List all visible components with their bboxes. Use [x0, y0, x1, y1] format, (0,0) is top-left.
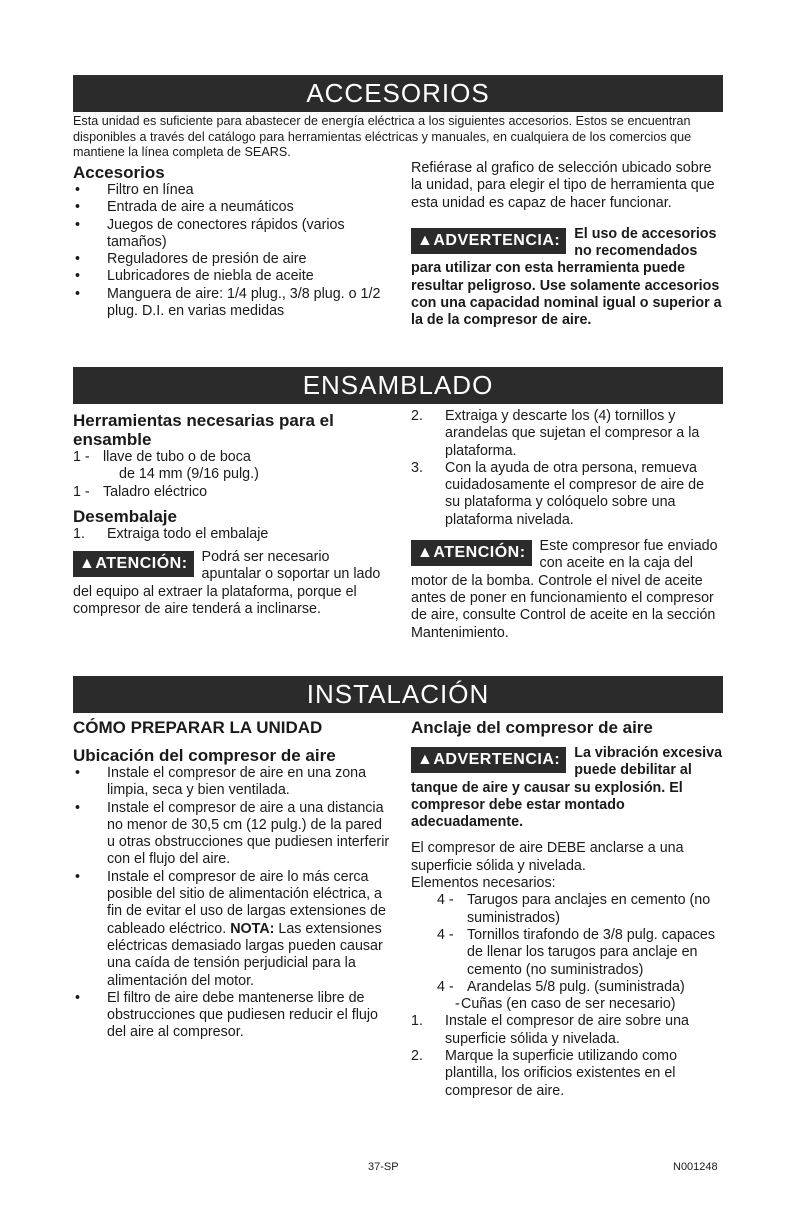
- page-number: 37-SP: [368, 1161, 399, 1173]
- nota-label: NOTA:: [230, 920, 275, 937]
- list-item: • Entrada de aire a neumáticos: [73, 199, 393, 216]
- ensamblado-left-column: [73, 411, 393, 618]
- unpack-heading: Desembalaje: [73, 506, 177, 526]
- caution-badge: ▲ATENCIÓN:: [411, 540, 532, 566]
- instalacion-warning: [411, 745, 723, 831]
- list-item: 4 - Tornillos tirafondo de 3/8 pulg. capaces de llenar los tarugos para anclaje en cemento (no suministrados): [437, 926, 715, 978]
- ensamblado-steps: [411, 408, 723, 529]
- tools-list: [73, 449, 393, 501]
- list-item: 4 - Arandelas 5/8 pulg. (suministrada): [437, 978, 685, 995]
- anchor-text: El compresor de aire DEBE anclarse a una superficie sólida y nivelada.: [411, 840, 684, 874]
- list-item: • Filtro en línea: [73, 182, 393, 199]
- caution-text: Este compresor fue enviado con aceite en la caja del motor de la bomba. Controle el nivel de aceite antes de poner en funcionamiento el compresor de aire, consulte Control de aceite en la sección Mantenimiento.: [411, 538, 718, 641]
- elements-list: [411, 892, 723, 1013]
- list-item: 4 - Tarugos para anclajes en cemento (no suministrados): [437, 892, 711, 926]
- list-item: • El filtro de aire debe mantenerse libre de obstrucciones que pudiesen reducir el flujo del aire al compresor.: [73, 990, 393, 1042]
- accesorios-left-column: [73, 163, 393, 320]
- list-item: • Juegos de conectores rápidos (varios tamaños): [73, 217, 393, 252]
- anchor-steps: [411, 1013, 723, 1099]
- warning-text: El uso de accesorios no recomendados para utilizar con esta herramienta puede resultar peligroso. Use solamente accesorios con una capacidad nominal igual o superior a la de la compresor de aire.: [411, 225, 722, 329]
- caution-badge: ▲ATENCIÓN:: [73, 551, 194, 577]
- accesorios-list: [73, 182, 393, 320]
- tools-heading: Herramientas necesarias para el ensamble: [73, 411, 334, 449]
- list-item: 2. Marque la superficie utilizando como plantilla, los orificios existentes en el compresor de aire.: [411, 1048, 678, 1099]
- warning-badge: ▲ADVERTENCIA:: [411, 747, 566, 773]
- warning-triangle-icon: ▲: [79, 555, 96, 573]
- prep-heading: CÓMO PREPARAR LA UNIDAD: [73, 718, 323, 737]
- anchor-heading: Anclaje del compresor de aire: [411, 718, 653, 737]
- list-item: • Instale el compresor de aire lo más cerca posible del sitio de alimentación eléctrica, a fin de evitar el uso de largas extensiones de cableado eléctrico. NOTA: Las extensiones eléctricas demasiado largas pueden causar una caída de tensión perjudicial para la alimentación del motor.: [73, 869, 393, 990]
- list-item: 1. Instale el compresor de aire sobre una superficie sólida y nivelada.: [411, 1013, 689, 1047]
- elements-heading: Elementos necesarios:: [411, 875, 556, 892]
- list-item: • Lubricadores de niebla de aceite: [73, 268, 393, 285]
- ensamblado-right-column: [411, 408, 723, 642]
- warning-badge: ▲ADVERTENCIA:: [411, 228, 566, 254]
- unpack-steps: [73, 526, 393, 543]
- warning-triangle-icon: ▲: [417, 231, 434, 249]
- list-item: 3. Con la ayuda de otra persona, remueva cuidadosamente el compresor de aire de su plataforma y colóquelo sobre una plataforma nivelada.: [411, 459, 705, 528]
- list-item: • Manguera de aire: 1/4 plug., 3/8 plug. o 1/2 plug. D.I. en varias medidas: [73, 286, 393, 321]
- location-heading: Ubicación del compresor de aire: [73, 746, 336, 765]
- list-item: • Instale el compresor de aire a una distancia no menor de 30,5 cm (12 pulg.) de la pared u otras obstrucciones que pudiesen interferir con el flujo del aire.: [73, 800, 393, 869]
- list-item: • Instale el compresor de aire en una zona limpia, seca y bien ventilada.: [73, 765, 393, 800]
- accesorios-warning: [411, 226, 723, 330]
- instalacion-banner: INSTALACIÓN: [73, 676, 723, 713]
- ensamblado-caution-left: [73, 549, 393, 618]
- nota-text: Las extensiones eléctricas demasiado largas pueden causar una caída de tensión perjudicial para la alimentación del motor.: [107, 920, 383, 989]
- instalacion-right-column: [411, 718, 723, 1100]
- accesorios-right-column: [411, 160, 723, 330]
- warning-triangle-icon: ▲: [417, 544, 434, 562]
- list-item: - Cuñas (en caso de ser necesario): [455, 996, 676, 1013]
- instalacion-left-column: [73, 718, 393, 1042]
- ensamblado-banner: ENSAMBLADO: [73, 367, 723, 404]
- document-code: N001248: [673, 1161, 718, 1173]
- location-list: [73, 765, 393, 1042]
- list-item: • Reguladores de presión de aire: [73, 251, 393, 268]
- warning-triangle-icon: ▲: [417, 751, 434, 768]
- warning-text: La vibración excesiva puede debilitar al tanque de aire y causar su explosión. El compresor debe estar montado adecuadamente.: [411, 745, 723, 831]
- accesorios-heading: Accesorios: [73, 163, 165, 182]
- list-item: 1. Extraiga todo el embalaje: [73, 525, 269, 542]
- accesorios-right-text: Refiérase al grafico de selección ubicado sobre la unidad, para elegir el tipo de herramienta que esta unidad es capaz de hacer funcionar.: [411, 160, 715, 211]
- ensamblado-caution-right: [411, 538, 723, 642]
- list-item: 1 - Taladro eléctrico: [73, 483, 208, 500]
- accesorios-banner: ACCESORIOS: [73, 75, 723, 112]
- caution-text: Podrá ser necesario apuntalar o soportar un lado del equipo al extraer la plataforma, porque el compresor de aire tenderá a inclinarse.: [73, 549, 381, 618]
- list-item: 1 - llave de tubo o de boca de 14 mm (9/16 pulg.): [73, 449, 259, 483]
- list-item: 2. Extraiga y descarte los (4) tornillos y arandelas que sujetan el compresor a la plataforma.: [411, 408, 700, 459]
- accesorios-intro: Esta unidad es suficiente para abastecer de energía eléctrica a los siguientes accesorios. Estos se encuentran disponibles a través del catálogo para herramientas eléctricas y manuales, en cualquiera de los comercios que mantiene la línea completa de SEARS.: [73, 114, 692, 159]
